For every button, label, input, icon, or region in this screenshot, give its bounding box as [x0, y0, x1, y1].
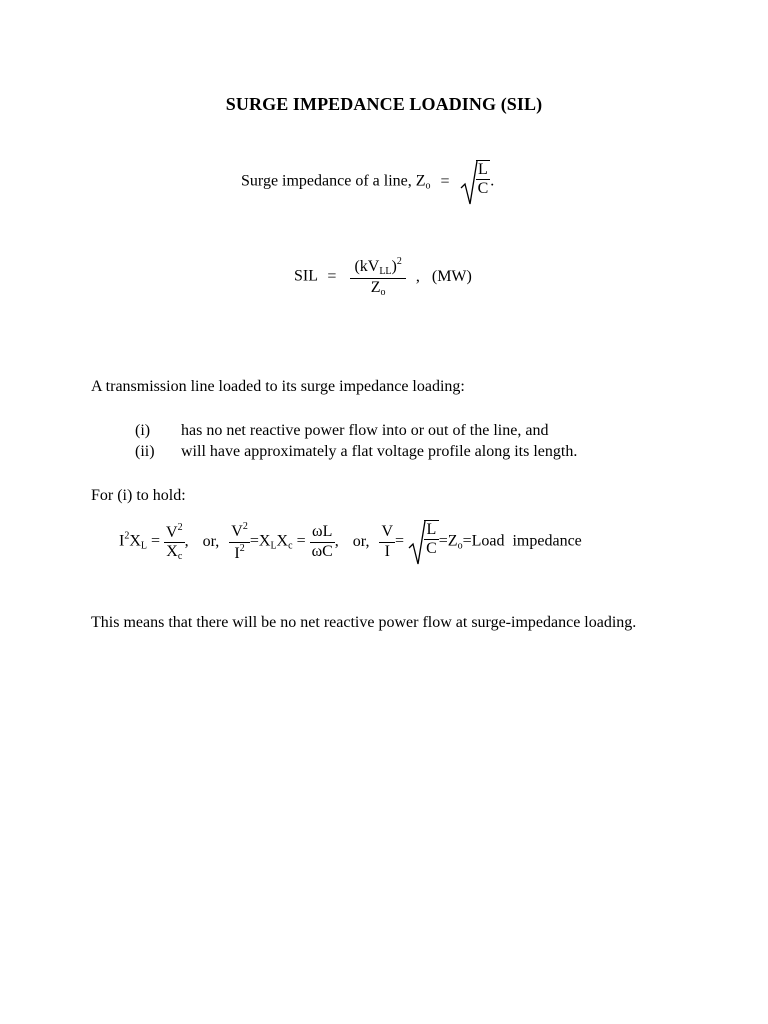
close-paren: )	[391, 258, 397, 275]
l-over-c	[424, 521, 439, 559]
eq2-lhs: SIL	[294, 267, 318, 285]
sqrt-L-over-C	[408, 520, 439, 564]
squared: 2	[124, 530, 130, 542]
or-text: or,	[202, 532, 220, 550]
equals: =	[395, 532, 405, 550]
c-subscript: c	[177, 550, 183, 562]
numerator	[229, 521, 250, 542]
equals: =	[438, 532, 448, 550]
o-subscript: o	[380, 286, 386, 298]
comma: ,	[184, 532, 189, 550]
z-text: Z	[447, 532, 458, 550]
equals: =	[296, 532, 306, 550]
x-text: X	[276, 532, 289, 550]
z-text: Z	[370, 278, 381, 296]
equals: =	[462, 532, 472, 550]
eq1-numerator: L	[476, 161, 491, 180]
l-subscript: L	[270, 540, 277, 552]
eq1-sub-o: o	[425, 180, 431, 192]
x-text: X	[166, 542, 178, 560]
eq1-period: .	[490, 172, 495, 190]
list-marker: (i)	[135, 422, 151, 439]
ll-subscript: LL	[379, 266, 392, 277]
radical-sign-icon	[408, 520, 426, 566]
comma: ,	[334, 532, 339, 550]
load-impedance-text: Load impedance	[471, 532, 582, 550]
eq1-denominator: C	[477, 180, 489, 198]
list-marker: (ii)	[135, 443, 155, 460]
c-subscript: c	[288, 540, 293, 552]
or-text: or,	[352, 532, 370, 550]
equals: =	[249, 532, 259, 550]
surge-impedance-equation	[241, 160, 494, 204]
kv-text: (kV	[354, 258, 380, 275]
numerator: ωL	[310, 523, 335, 542]
l-subscript: L	[140, 540, 147, 552]
eq2-numerator	[350, 256, 405, 279]
v-text: V	[231, 523, 243, 541]
list-text: has no net reactive power flow into or out of the line, and	[181, 422, 549, 439]
numerator: L	[424, 521, 439, 540]
numerator: V	[379, 523, 395, 542]
reactive-balance-equation	[119, 520, 582, 564]
o-subscript: o	[457, 540, 463, 552]
conclusion-text: This means that there will be no net reactive power flow at surge-impedance loading.	[91, 614, 637, 631]
eq2-denominator	[350, 279, 405, 299]
page-title: SURGE IMPEDANCE LOADING (SIL)	[225, 94, 543, 114]
radical-sign-icon	[460, 160, 478, 206]
v2-over-i2	[229, 521, 250, 563]
v-over-i	[379, 523, 395, 561]
numerator	[164, 522, 185, 543]
eq2-fraction	[350, 256, 405, 298]
denominator: I	[384, 542, 390, 560]
i-text: I	[234, 544, 240, 562]
intro-text: A transmission line loaded to its surge impedance loading:	[91, 378, 465, 395]
v2-over-xc	[164, 522, 185, 563]
omegaL-over-omegaC	[310, 523, 335, 561]
condition-heading: For (i) to hold:	[91, 487, 186, 504]
denominator: ωC	[311, 542, 333, 560]
list-text: will have approximately a flat voltage profile along its length.	[181, 443, 578, 460]
squared: 2	[239, 542, 245, 554]
denominator	[229, 543, 250, 563]
sqrt-L-over-C	[460, 160, 491, 204]
squared: 2	[177, 521, 183, 533]
equals: =	[151, 532, 161, 550]
eq2-tail: , (MW)	[415, 267, 472, 285]
x-text: X	[258, 532, 271, 550]
squared-superscript: 2	[396, 256, 402, 267]
eq2-equals: =	[327, 267, 337, 285]
eq1-fraction	[476, 161, 491, 199]
eq1-lead: Surge impedance of a line, Z	[241, 172, 426, 190]
i-text: I	[119, 532, 125, 550]
v-text: V	[166, 523, 178, 541]
squared: 2	[242, 521, 248, 533]
eq1-equals: =	[440, 172, 450, 190]
sil-equation	[294, 256, 472, 298]
x-text: X	[129, 532, 141, 550]
denominator	[164, 543, 185, 563]
denominator: C	[426, 540, 437, 558]
